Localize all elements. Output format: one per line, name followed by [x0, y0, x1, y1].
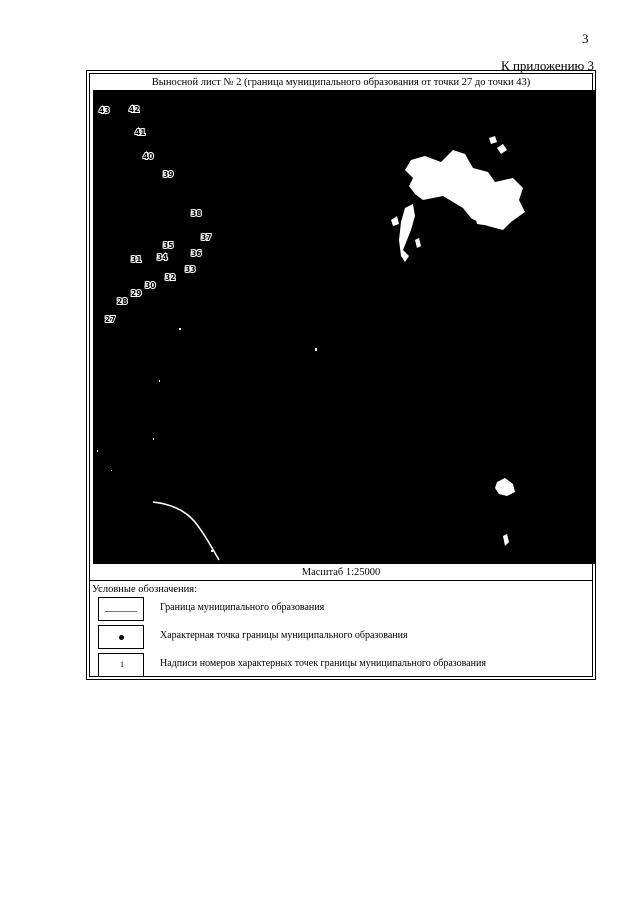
- map-title: Выносной лист № 2 (граница муниципального образования от точки 27 до точки 43): [151, 77, 531, 88]
- legend-separator: [90, 580, 592, 581]
- point-label-29: 29: [131, 289, 142, 298]
- appendix-reference: К приложению 3: [501, 58, 594, 73]
- map-canvas: [93, 90, 595, 564]
- point-label-36: 36: [191, 249, 202, 258]
- map-scale-label: Масштаб 1:25000: [301, 567, 381, 578]
- boundary-line-icon: [105, 611, 137, 612]
- legend-item-point: [98, 625, 578, 651]
- point-label-42: 42: [129, 105, 140, 114]
- legend-item-label: Надписи номеров характерных точек границы муниципального образования: [160, 658, 486, 669]
- light-area-top-right: [391, 136, 525, 262]
- legend-item-label: Характерная точка границы муниципального образования: [160, 630, 408, 641]
- point-label-39: 39: [163, 170, 174, 179]
- point-label-43: 43: [99, 106, 110, 115]
- map-sheet-frame: [86, 70, 596, 680]
- legend-item-label: Граница муниципального образования: [160, 602, 325, 613]
- point-label-31: 31: [131, 255, 142, 264]
- point-label-41: 41: [135, 128, 146, 137]
- point-label-40: 40: [143, 152, 154, 161]
- road-line: [153, 502, 219, 560]
- map-specks: [97, 328, 317, 552]
- map-sheet-inner-frame: [89, 73, 593, 677]
- legend-symbol-box: [98, 653, 144, 677]
- light-area-bottom-right: [495, 478, 515, 546]
- legend-item-label-numbers: [98, 653, 578, 679]
- point-label-33: 33: [185, 265, 196, 274]
- point-label-30: 30: [145, 281, 156, 290]
- point-label-27: 27: [105, 315, 116, 324]
- legend-symbol-box: [98, 597, 144, 621]
- label-number-icon: 1: [120, 660, 124, 669]
- point-label-28: 28: [117, 297, 128, 306]
- point-label-35: 35: [163, 241, 174, 250]
- point-label-34: 34: [157, 253, 168, 262]
- point-label-38: 38: [191, 209, 202, 218]
- page-number: 3: [582, 31, 589, 46]
- legend-title: Условные обозначения:: [92, 584, 198, 595]
- point-labels: [99, 105, 211, 324]
- legend-symbol-box: [98, 625, 144, 649]
- legend-item-boundary: [98, 597, 578, 623]
- point-label-37: 37: [201, 233, 212, 242]
- point-dot-icon: [119, 635, 124, 640]
- satellite-map[interactable]: [93, 90, 595, 564]
- point-label-32: 32: [165, 273, 176, 282]
